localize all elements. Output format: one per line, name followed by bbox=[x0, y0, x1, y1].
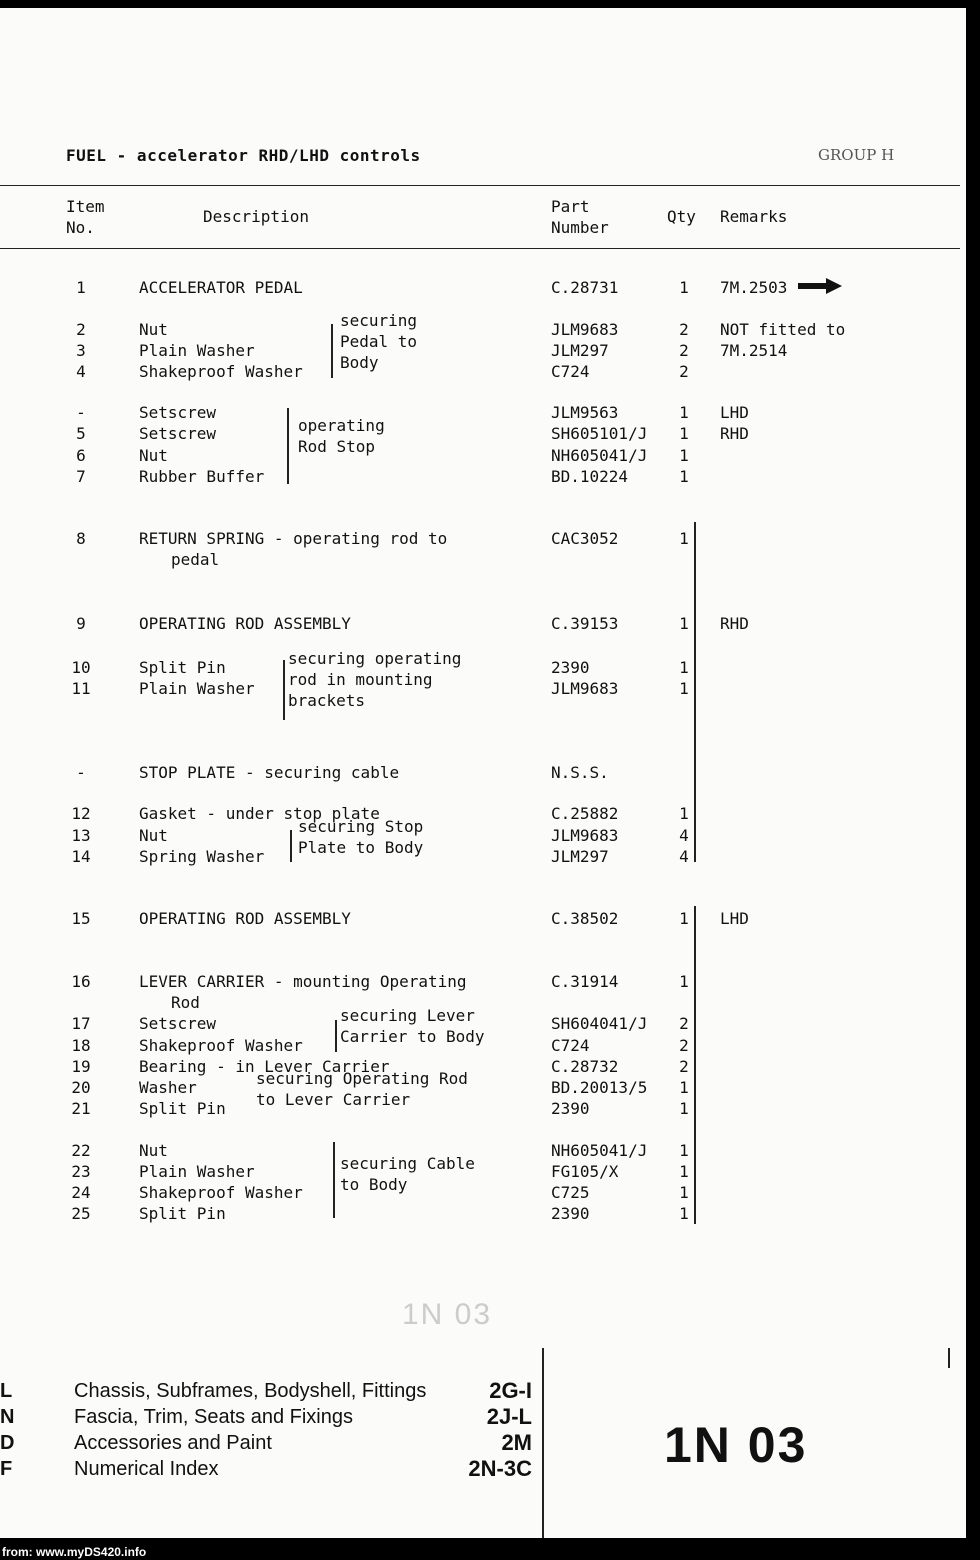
footer-link-fascia[interactable]: Fascia, Trim, Seats and Fixings bbox=[74, 1406, 353, 1428]
item-description: Shakeproof Washer bbox=[139, 362, 303, 381]
item-number: 18 bbox=[71, 1036, 91, 1055]
header-rule-bottom bbox=[0, 248, 960, 249]
remarks: NOT fitted to bbox=[720, 320, 846, 339]
item-number: 15 bbox=[71, 909, 91, 928]
item-number: 13 bbox=[71, 826, 91, 845]
footer-link-chassis[interactable]: Chassis, Subframes, Bodyshell, Fittings bbox=[74, 1380, 427, 1402]
quantity: 1 bbox=[679, 1141, 689, 1160]
qty-bracket-bar bbox=[694, 522, 696, 862]
item-number: 17 bbox=[71, 1014, 91, 1033]
item-number: 10 bbox=[71, 658, 91, 677]
quantity: 2 bbox=[679, 320, 689, 339]
quantity: 1 bbox=[679, 1162, 689, 1181]
note-securing-operating-rod: securing operating rod in mounting brackets bbox=[288, 649, 462, 710]
quantity: 1 bbox=[679, 658, 689, 677]
item-description: Washer bbox=[139, 1078, 197, 1097]
edge-index-letters bbox=[0, 1378, 14, 1482]
quantity: 4 bbox=[679, 826, 689, 845]
edge-letter: L bbox=[0, 1380, 13, 1402]
note-securing-pedal: securing Pedal to Body bbox=[340, 311, 418, 372]
item-number: 21 bbox=[71, 1099, 91, 1118]
header-rule-top bbox=[0, 185, 960, 186]
quantity: 2 bbox=[679, 362, 689, 381]
col-item-header: Item No. bbox=[66, 197, 105, 237]
remarks: LHD bbox=[720, 403, 749, 422]
part-number: SH604041/J bbox=[551, 1014, 648, 1033]
note-securing-operating-rod-2: securing Operating Rod to Lever Carrier bbox=[256, 1069, 468, 1109]
quantity: 1 bbox=[679, 972, 689, 991]
quantity: 1 bbox=[679, 467, 689, 486]
item-number: 5 bbox=[76, 424, 86, 443]
item-number: - bbox=[76, 403, 86, 422]
part-number: C724 bbox=[551, 362, 590, 381]
item-description: Shakeproof Washer bbox=[139, 1183, 303, 1202]
item-number: 20 bbox=[71, 1078, 91, 1097]
item-number: 2 bbox=[76, 320, 86, 339]
part-number: C.28731 bbox=[551, 278, 619, 297]
note-operating-rod-stop: operating Rod Stop bbox=[298, 416, 385, 456]
item-number: 25 bbox=[71, 1204, 91, 1223]
col-part-header: Part Number bbox=[551, 197, 609, 237]
part-number: NH605041/J bbox=[551, 1141, 648, 1160]
item-number: 12 bbox=[71, 804, 91, 823]
part-number: NH605041/J bbox=[551, 446, 648, 465]
item-description: Nut bbox=[139, 446, 168, 465]
bracket-bar bbox=[283, 660, 285, 720]
part-number: SH605101/J bbox=[551, 424, 648, 443]
quantity: 1 bbox=[679, 424, 689, 443]
bracket-bar bbox=[290, 830, 292, 862]
item-number: 16 bbox=[71, 972, 91, 991]
quantity: 1 bbox=[679, 679, 689, 698]
item-description: Split Pin bbox=[139, 1204, 226, 1223]
part-number: JLM9683 bbox=[551, 320, 619, 339]
part-number: C.38502 bbox=[551, 909, 619, 928]
footer-code[interactable]: 2M bbox=[501, 1430, 532, 1455]
footer-divider-right bbox=[948, 1348, 950, 1368]
part-number: 2390 bbox=[551, 658, 590, 677]
item-number: 6 bbox=[76, 446, 86, 465]
item-description: Bearing - in Lever Carrier bbox=[139, 1057, 390, 1076]
quantity: 1 bbox=[679, 278, 689, 297]
note-securing-cable: securing Cable to Body bbox=[340, 1154, 475, 1194]
item-description: Plain Washer bbox=[139, 679, 255, 698]
footer-code[interactable]: 2J-L bbox=[486, 1404, 532, 1429]
bracket-bar bbox=[335, 1020, 337, 1052]
item-number: 1 bbox=[76, 278, 86, 297]
item-description: Nut bbox=[139, 320, 168, 339]
arrow-right-icon bbox=[798, 278, 842, 294]
bracket-bar bbox=[331, 324, 333, 378]
part-number: JLM9563 bbox=[551, 403, 619, 422]
item-number: 14 bbox=[71, 847, 91, 866]
remarks: RHD bbox=[720, 424, 749, 443]
item-number: - bbox=[76, 763, 86, 782]
item-number: 9 bbox=[76, 614, 86, 633]
item-number: 11 bbox=[71, 679, 91, 698]
part-number: JLM297 bbox=[551, 341, 609, 360]
quantity: 1 bbox=[679, 909, 689, 928]
quantity: 1 bbox=[679, 403, 689, 422]
part-number: FG105/X bbox=[551, 1162, 619, 1181]
item-number: 3 bbox=[76, 341, 86, 360]
remarks: 7M.2514 bbox=[720, 341, 788, 360]
group-label: GROUP H bbox=[818, 146, 895, 164]
footer-index-labels bbox=[74, 1378, 454, 1482]
part-number: C.31914 bbox=[551, 972, 619, 991]
item-number: 19 bbox=[71, 1057, 91, 1076]
quantity: 2 bbox=[679, 341, 689, 360]
part-number: BD.10224 bbox=[551, 467, 629, 486]
page-code: 1N 03 bbox=[664, 1417, 808, 1473]
part-number: C.25882 bbox=[551, 804, 619, 823]
item-description: Plain Washer bbox=[139, 341, 255, 360]
note-securing-lever-carrier: securing Lever Carrier to Body bbox=[340, 1006, 485, 1046]
edge-letter: N bbox=[0, 1406, 15, 1428]
qty-bracket-bar bbox=[694, 906, 696, 1224]
col-qty-header: Qty bbox=[667, 207, 696, 226]
remarks: LHD bbox=[720, 909, 749, 928]
quantity: 1 bbox=[679, 446, 689, 465]
part-number: JLM9683 bbox=[551, 679, 619, 698]
item-description: Split Pin bbox=[139, 1099, 226, 1118]
item-description: Setscrew bbox=[139, 403, 217, 422]
item-description: Spring Washer bbox=[139, 847, 265, 866]
quantity: 4 bbox=[679, 847, 689, 866]
quantity: 1 bbox=[679, 614, 689, 633]
part-number: JLM297 bbox=[551, 847, 609, 866]
quantity: 2 bbox=[679, 1057, 689, 1076]
quantity: 2 bbox=[679, 1036, 689, 1055]
remarks: 7M.2503 bbox=[720, 278, 788, 297]
item-description: STOP PLATE - securing cable bbox=[139, 763, 400, 782]
item-description: Rubber Buffer bbox=[139, 467, 265, 486]
item-number: 24 bbox=[71, 1183, 91, 1202]
part-number: BD.20013/5 bbox=[551, 1078, 648, 1097]
part-number: N.S.S. bbox=[551, 763, 609, 782]
item-description: Nut bbox=[139, 826, 168, 845]
quantity: 1 bbox=[679, 529, 689, 548]
col-remarks-header: Remarks bbox=[720, 207, 788, 226]
col-description-header: Description bbox=[203, 207, 309, 226]
item-number: 4 bbox=[76, 362, 86, 381]
footer-code[interactable]: 2G-I bbox=[489, 1378, 532, 1403]
item-description: LEVER CARRIER - mounting Operating bbox=[139, 972, 467, 991]
quantity: 1 bbox=[679, 1204, 689, 1223]
item-description-cont: Rod bbox=[171, 993, 200, 1012]
item-description: Shakeproof Washer bbox=[139, 1036, 303, 1055]
part-number: C.28732 bbox=[551, 1057, 619, 1076]
part-number: C.39153 bbox=[551, 614, 619, 633]
item-number: 23 bbox=[71, 1162, 91, 1181]
edge-letter: D bbox=[0, 1432, 15, 1454]
quantity: 1 bbox=[679, 1099, 689, 1118]
footer-index-codes bbox=[432, 1378, 532, 1482]
quantity: 1 bbox=[679, 1078, 689, 1097]
item-description-cont: pedal bbox=[171, 550, 220, 569]
item-description: Gasket - under stop plate bbox=[139, 804, 380, 823]
item-description: Nut bbox=[139, 1141, 168, 1160]
bracket-bar bbox=[287, 408, 289, 484]
source-watermark: from: www.myDS420.info bbox=[2, 1545, 147, 1559]
item-description: RETURN SPRING - operating rod to bbox=[139, 529, 448, 548]
catalogue-page bbox=[0, 8, 966, 1538]
quantity: 1 bbox=[679, 1183, 689, 1202]
footer-link-accessories[interactable]: Accessories and Paint bbox=[74, 1432, 272, 1454]
part-number: C724 bbox=[551, 1036, 590, 1055]
item-number: 8 bbox=[76, 529, 86, 548]
item-description: Split Pin bbox=[139, 658, 226, 677]
edge-letter: F bbox=[0, 1458, 13, 1480]
part-number: 2390 bbox=[551, 1099, 590, 1118]
item-description: Setscrew bbox=[139, 1014, 217, 1033]
remarks: RHD bbox=[720, 614, 749, 633]
footer-link-numerical-index[interactable]: Numerical Index bbox=[74, 1458, 219, 1480]
part-number: JLM9683 bbox=[551, 826, 619, 845]
part-number: CAC3052 bbox=[551, 529, 619, 548]
part-number: 2390 bbox=[551, 1204, 590, 1223]
item-description: Plain Washer bbox=[139, 1162, 255, 1181]
item-description: OPERATING ROD ASSEMBLY bbox=[139, 614, 351, 633]
item-description: Setscrew bbox=[139, 424, 217, 443]
item-number: 22 bbox=[71, 1141, 91, 1160]
bracket-bar bbox=[333, 1142, 335, 1218]
item-number: 7 bbox=[76, 467, 86, 486]
footer-divider bbox=[542, 1348, 544, 1538]
faded-stamp: 1N 03 bbox=[402, 1298, 493, 1331]
page-title: FUEL - accelerator RHD/LHD controls bbox=[66, 146, 421, 165]
note-securing-stop-plate: securing Stop Plate to Body bbox=[298, 817, 424, 857]
part-number: C725 bbox=[551, 1183, 590, 1202]
item-description: OPERATING ROD ASSEMBLY bbox=[139, 909, 351, 928]
footer-code[interactable]: 2N-3C bbox=[468, 1456, 532, 1481]
item-description: ACCELERATOR PEDAL bbox=[139, 278, 303, 297]
quantity: 2 bbox=[679, 1014, 689, 1033]
quantity: 1 bbox=[679, 804, 689, 823]
